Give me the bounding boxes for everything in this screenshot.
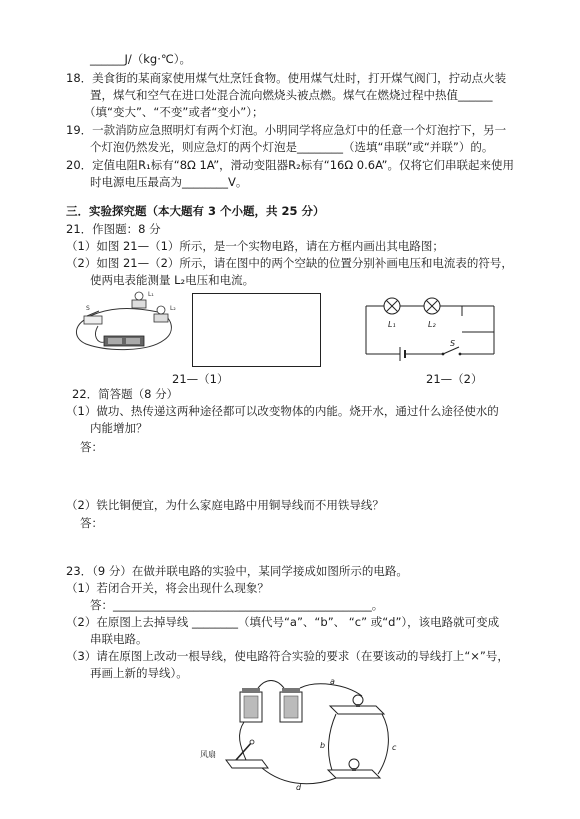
q22-part2: （2）铁比铜便宜，为什么家庭电路中用铜导线而不用铁导线？ [66,498,384,512]
battery-symbol-icon [400,347,405,361]
q22-part1-line1: （1）做功、热传递这两种途径都可以改变物体的内能。烧开水，通过什么途径使水的 [66,404,499,418]
battery-2-icon [280,688,302,722]
q20-line-2: 时电源电压最高为________V。 [90,175,248,189]
lamp-l2-symbol-icon [424,298,440,314]
q22-title: 22．简答题（8 分） [72,387,179,401]
q17-unit-line: ______J/（kg·℃）。 [90,52,192,66]
section-3-heading: 三．实验探究题（本大题有 3 个小题，共 25 分） [66,204,325,218]
q18-line-3: （填“变大”、“不变”或者“变小”）； [84,105,264,119]
figure-21-2-schematic [358,294,500,366]
lamp-l1-label: L₁ [388,320,396,329]
q21-part2-line2: 使两电表能测量 L₂电压和电流。 [90,273,255,287]
wire-c-label: c [392,743,397,752]
q21-part1: （1）如图 21—（1）所示，是一个实物电路，请在方框内画出其电路图； [66,239,444,253]
q22-answer-1[interactable]: 答： [80,440,103,454]
lamp-l2-label: L₂ [428,320,436,329]
wire-d-label: d [296,783,302,792]
q23-part3-line1: （3）请在原图上改动一根导线，使电路符合实验的要求（在要该动的导线打上“×”号， [66,649,509,663]
q23-part1: （1）若闭合开关，将会出现什么现象？ [66,581,269,595]
figure-21-1-caption: 21—（1） [172,372,229,386]
switch-s-label: S [450,339,456,348]
q23-part3-line2: 再画上新的导线）。 [90,666,188,680]
q23-part1-answer[interactable]: 答：_____________________________________________。 [90,598,384,612]
q18-line-2: 置，煤气和空气在进口处混合流向燃烧头被点燃。煤气在燃烧过程中热值______ [90,88,493,102]
q21-title: 21．作图题：8 分 [66,222,161,236]
wire-b-label: b [320,741,326,750]
battery-1-icon [240,688,262,722]
q18-line-1: 18．美食街的某商家使用煤气灶烹饪食物。使用煤气灶时，打开煤气阀门，拧动点火装 [66,71,507,85]
fig21-1-s-label: S [86,305,90,312]
figure-21-2-caption: 21—（2） [426,372,483,386]
q23-part2-line1: （2）在原图上去掉导线 ________（填代号“a”、“b”、 “c” 或“d”），该电路就可变成 [66,615,500,629]
figure-23-apparatus [196,676,426,812]
q23-title: 23．（9 分）在做并联电路的实验中，某同学接成如图所示的电路。 [66,564,408,578]
q21-part2-line1: （2）如图 21—（2）所示，请在图中的两个空缺的位置分别补画电压和电流表的符号， [66,256,513,270]
switch-symbol-icon [442,347,462,355]
knife-switch-icon [226,740,268,768]
wire-a-label: a [330,677,335,686]
lamp-top-icon [330,695,384,714]
lamp-bottom-icon [328,759,380,778]
lamp-l2-icon [154,306,168,322]
fig21-1-l2-label: L₂ [170,305,176,312]
switch-label: 风扇 [200,750,216,759]
q22-answer-2[interactable]: 答： [80,516,103,530]
figure-21-1-real-circuit [68,286,180,362]
q23-part2-line2: 串联电路。 [90,632,148,646]
q22-part1-line2: 内能增加？ [90,421,148,435]
q19-line-1: 19．一款消防应急照明灯有两个灯泡。小明同学将应急灯中的任意一个灯泡拧下，另一 [66,123,507,137]
q20-line-1: 20．定值电阻R₁标有“8Ω 1A”，滑动变阻器R₂标有“16Ω 0.6A”。仅将它们串联起来使用 [66,158,514,172]
q19-line-2: 个灯泡仍然发光，则应急灯的两个灯泡是________（选填“串联”或“并联”）的。 [90,140,494,154]
lamp-l1-symbol-icon [384,298,400,314]
fig21-1-l1-label: L₁ [148,291,154,298]
lamp-l1-icon [132,292,146,308]
circuit-diagram-answer-box[interactable] [192,293,321,367]
battery-pack-icon [104,336,144,346]
